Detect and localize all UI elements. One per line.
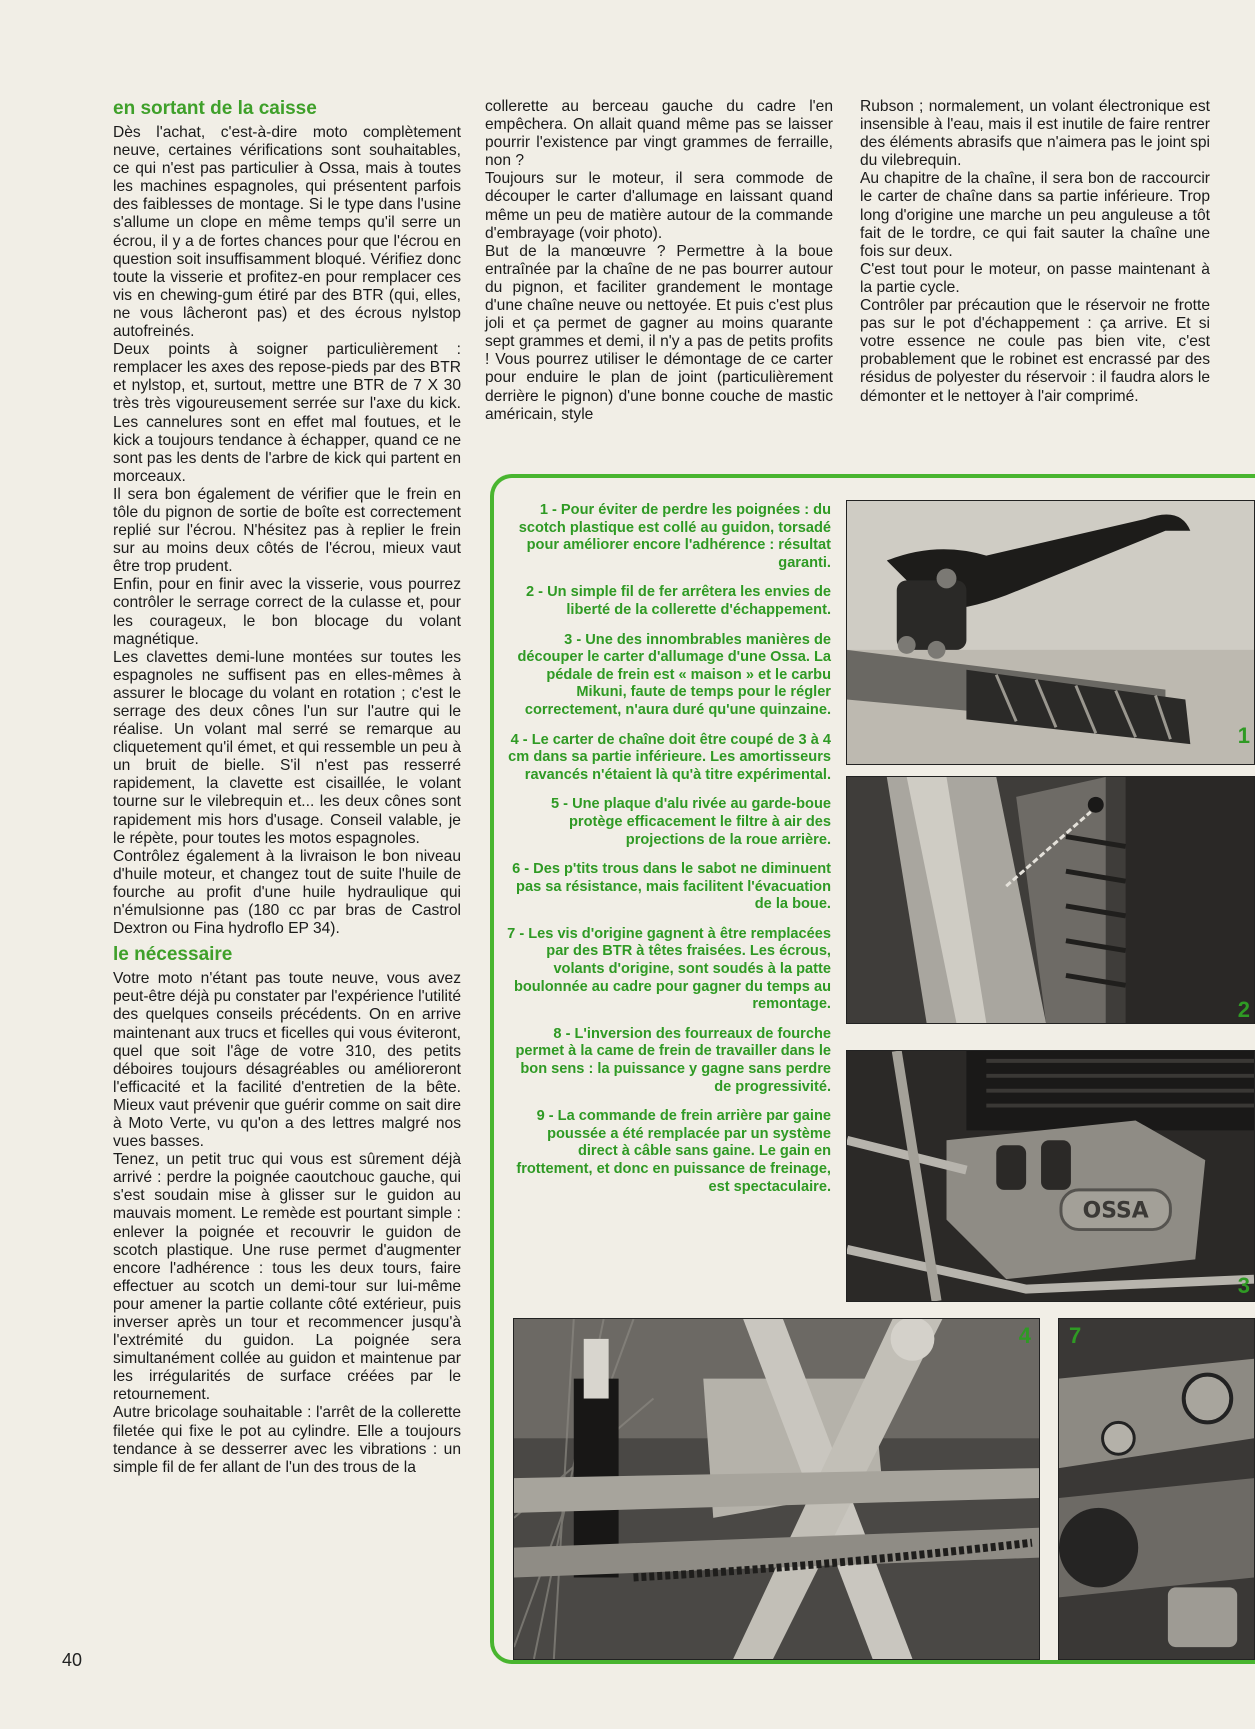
photo-number-label: 1	[1237, 723, 1250, 748]
section-heading-en-sortant: en sortant de la caisse	[113, 98, 317, 119]
text-column-3	[860, 98, 1210, 406]
caption: 2 - Un simple fil de fer arrêtera les envies de liberté de la collerette d'échappement.	[526, 584, 831, 618]
ossa-badge-text: OSSA	[1082, 1198, 1149, 1224]
paragraph: Toujours sur le moteur, il sera commode de découper le carter d'allumage en laissant quand même un peu de matière autour de la commande d'embrayage (voir photo).	[485, 170, 833, 242]
photo-handlebar-lever	[846, 500, 1255, 765]
caption: 4 - Le carter de chaîne doit être coupé de 3 à 4 cm dans sa partie inférieure. Les amortisseurs ravancés n'étaient là qu'à titre expérimental.	[508, 731, 831, 783]
photo-captions	[505, 502, 831, 1208]
paragraph: Les clavettes demi-lune montées sur toutes les espagnoles ne suffisent pas en elles-mêmes à assurer le blocage du volant en rotation ; c'est le serrage des deux cônes l'un sur l'autre qui le réalise. Un volant mal serré se remarque au cliquetement qu'il émet, et qui ressemble un peu à un bruit de bielle. S'il n'est pas resserré rapidement, la clavette est cisaillée, le volant tourne sur le vilebrequin et... les deux cônes sont rapidement mis hors d'usage. Conseil valable, je le répète, pour toutes les motos espagnoles.	[113, 648, 461, 847]
paragraph: Enfin, pour en finir avec la visserie, vous pourrez contrôler le serrage correct de la culasse et, pour les courageux, le bon blocage du volant magnétique.	[113, 576, 461, 648]
paragraph: Dès l'achat, c'est-à-dire moto complètement neuve, certaines vérifications sont souhaitables, ce qui n'est pas particulier à Ossa, mais à toutes les machines espagnoles, qui présentent parfois des faiblesses de montage. Si le type dans l'usine s'allume un clope en même temps qu'il serre un écrou, il y a de fortes chances pour que l'écrou en question soit insuffisamment bloqué. Vérifiez donc toute la visserie et profitez-en pour remplacer ces vis en chewing-gum étiré par des BTR (qui, elles, ne vous lâcheront pas) et des écrous nylstop autofreinés.	[113, 124, 461, 341]
paragraph: But de la manœuvre ? Permettre à la boue entraînée par la chaîne de ne pas bourrer autour du pignon, et faciliter grandement le montage d'une chaîne neuve ou nettoyée. Et puis c'est plus joli et ça permet de gagner au moins quarante sept grammes et demi, il n'y a pas de petits profits ! Vous pourrez utiliser le démontage de ce carter pour enduire le plan de joint (particulièrement derrière le pignon) d'une bonne couche de mastic américain, style	[485, 242, 833, 423]
photo-number-label: 4	[1018, 1323, 1031, 1348]
photo-engine-ossa	[846, 1050, 1255, 1302]
text-column-1	[113, 98, 461, 1477]
paragraph: Votre moto n'étant pas toute neuve, vous avez peut-être déjà pu constater par l'expérience l'utilité des quelques conseils précédents. On en arrive maintenant aux trucs et ficelles qui vous éviteront, quel que soit l'âge de votre 310, des petits déboires toujours désagréables ou amélioreront l'efficacité et la facilité d'entretien de la bête. Mieux vaut prévenir que guérir comme on sait dire à Moto Verte, vu qu'on a des lettres malgré nos vues basses.	[113, 970, 461, 1151]
paragraph: Rubson ; normalement, un volant électronique est insensible à l'eau, mais il est inutile de faire rentrer des éléments abrasifs que n'aimera pas le joint spi du vilebrequin.	[860, 98, 1210, 170]
text-column-2	[485, 98, 833, 424]
photo-number-label: 3	[1237, 1273, 1250, 1298]
section-heading-le-necessaire: le nécessaire	[113, 944, 233, 966]
paragraph: Contrôlez également à la livraison le bon niveau d'huile moteur, et changez tout de suite l'huile de fourche au profit d'une huile hydraulique qui n'émulsionne pas (180 cc par bras de Castrol Dextron ou Fina hydroflo EP 34).	[113, 847, 461, 938]
caption: 6 - Des p'tits trous dans le sabot ne diminuent pas sa résistance, mais facilitent l'évacuation de la boue.	[512, 861, 831, 913]
paragraph: Tenez, un petit truc qui vous est sûrement déjà arrivé : perdre la poignée caoutchouc gauche, qui s'est soudain mise à glisser sur le guidon au mauvais moment. Le remède est pourtant simple : enlever la poignée et recouvrir le guidon de scotch plastique. Une ruse permet d'augmenter encore l'adhérence : tous les deux tours, faire effectuer au scotch un demi-tour sur lui-même pour amener la partie collante côté extérieur, puis inverser après un tour et recommencer jusqu'à l'extrémité du guidon. La poignée sera simultanément collée au guidon et maintenue par les irrégularités de surface créées par le retournement.	[113, 1151, 461, 1404]
caption: 5 - Une plaque d'alu rivée au garde-boue protège efficacement le filtre à air des projections de la roue arrière.	[550, 796, 831, 848]
paragraph: Deux points à soigner particulièrement : remplacer les axes des repose-pieds par des BTR et nylstop, et, surtout, mettre une BTR de 7 X 30 très très vigoureusement serrée sur l'axe du kick. Les cannelures sont en effet mal foutues, et le kick a toujours tendance à échapper, quand ce ne sont pas les dents de l'arbre de kick qui partent en morceaux.	[113, 341, 461, 485]
caption: 8 - L'inversion des fourreaux de fourche permet à la came de frein de travailler dans le bon sens : la puissance y gagne sans perdre de progressivité.	[515, 1025, 831, 1095]
paragraph: Il sera bon également de vérifier que le frein en tôle du pignon de sortie de boîte est correctement replié sur l'écrou. N'hésitez pas à replier le frein sur au moins deux côtés de l'écrou, mieux vaut être trop prudent.	[113, 485, 461, 576]
paragraph: C'est tout pour le moteur, on passe maintenant à la partie cycle.	[860, 260, 1210, 296]
caption: 3 - Une des innombrables manières de découper le carter d'allumage d'une Ossa. La pédale de frein est « maison » et le carbu Mikuni, faute de temps pour le régler correctement, n'aura duré qu'une quinzaine.	[517, 631, 831, 718]
photo-number-label: 2	[1237, 997, 1250, 1022]
paragraph: Autre bricolage souhaitable : l'arrêt de la collerette filetée qui fixe le pot au cylindre. Elle a toujours tendance à se desserrer avec les vibrations : un simple fil de fer allant de l'un des trous de la	[113, 1404, 461, 1476]
page-number: 40	[62, 1650, 83, 1670]
photo-chain-guard	[513, 1318, 1040, 1660]
photo-number-label: 7	[1069, 1323, 1082, 1348]
paragraph: Au chapitre de la chaîne, il sera bon de raccourcir le carter de chaîne dans sa partie inférieure. Trop long d'origine une marche un peu anguleuse a tôt fait de le tordre, ce qui fait sauter la chaîne une fois sur deux.	[860, 170, 1210, 260]
caption: 1 - Pour éviter de perdre les poignées : du scotch plastique est collé au guidon, torsadé pour améliorer encore l'adhérence : résultat garanti.	[518, 502, 831, 571]
caption: 7 - Les vis d'origine gagnent à être remplacées par des BTR à têtes fraisées. Les écrous, volants d'origine, sont soudés à la patte boulonnée au cadre pour gagner du temps au remontage.	[507, 925, 831, 1013]
caption: 9 - La commande de frein arrière par gaine poussée a été remplacée par un système direct à câble sans gaine. Le gain en frottement, et donc en puissance de freinage, est spectaculaire.	[516, 1108, 831, 1195]
paragraph: Contrôler par précaution que le réservoir ne frotte pas sur le pot d'échappement : ça arrive. Et si votre essence ne coule pas bien vite, c'est probablement que le robinet est encrassé par des résidus de polyester du réservoir : il faudra alors le démonter et le nettoyer à l'air comprimé.	[860, 297, 1210, 405]
photo-exhaust-wire	[846, 776, 1255, 1024]
paragraph: collerette au berceau gauche du cadre l'en empêchera. On allait quand même pas se laisser pourrir l'existence par vingt grammes de ferraille, non ?	[485, 98, 833, 170]
photo-bolts-detail	[1058, 1318, 1255, 1660]
